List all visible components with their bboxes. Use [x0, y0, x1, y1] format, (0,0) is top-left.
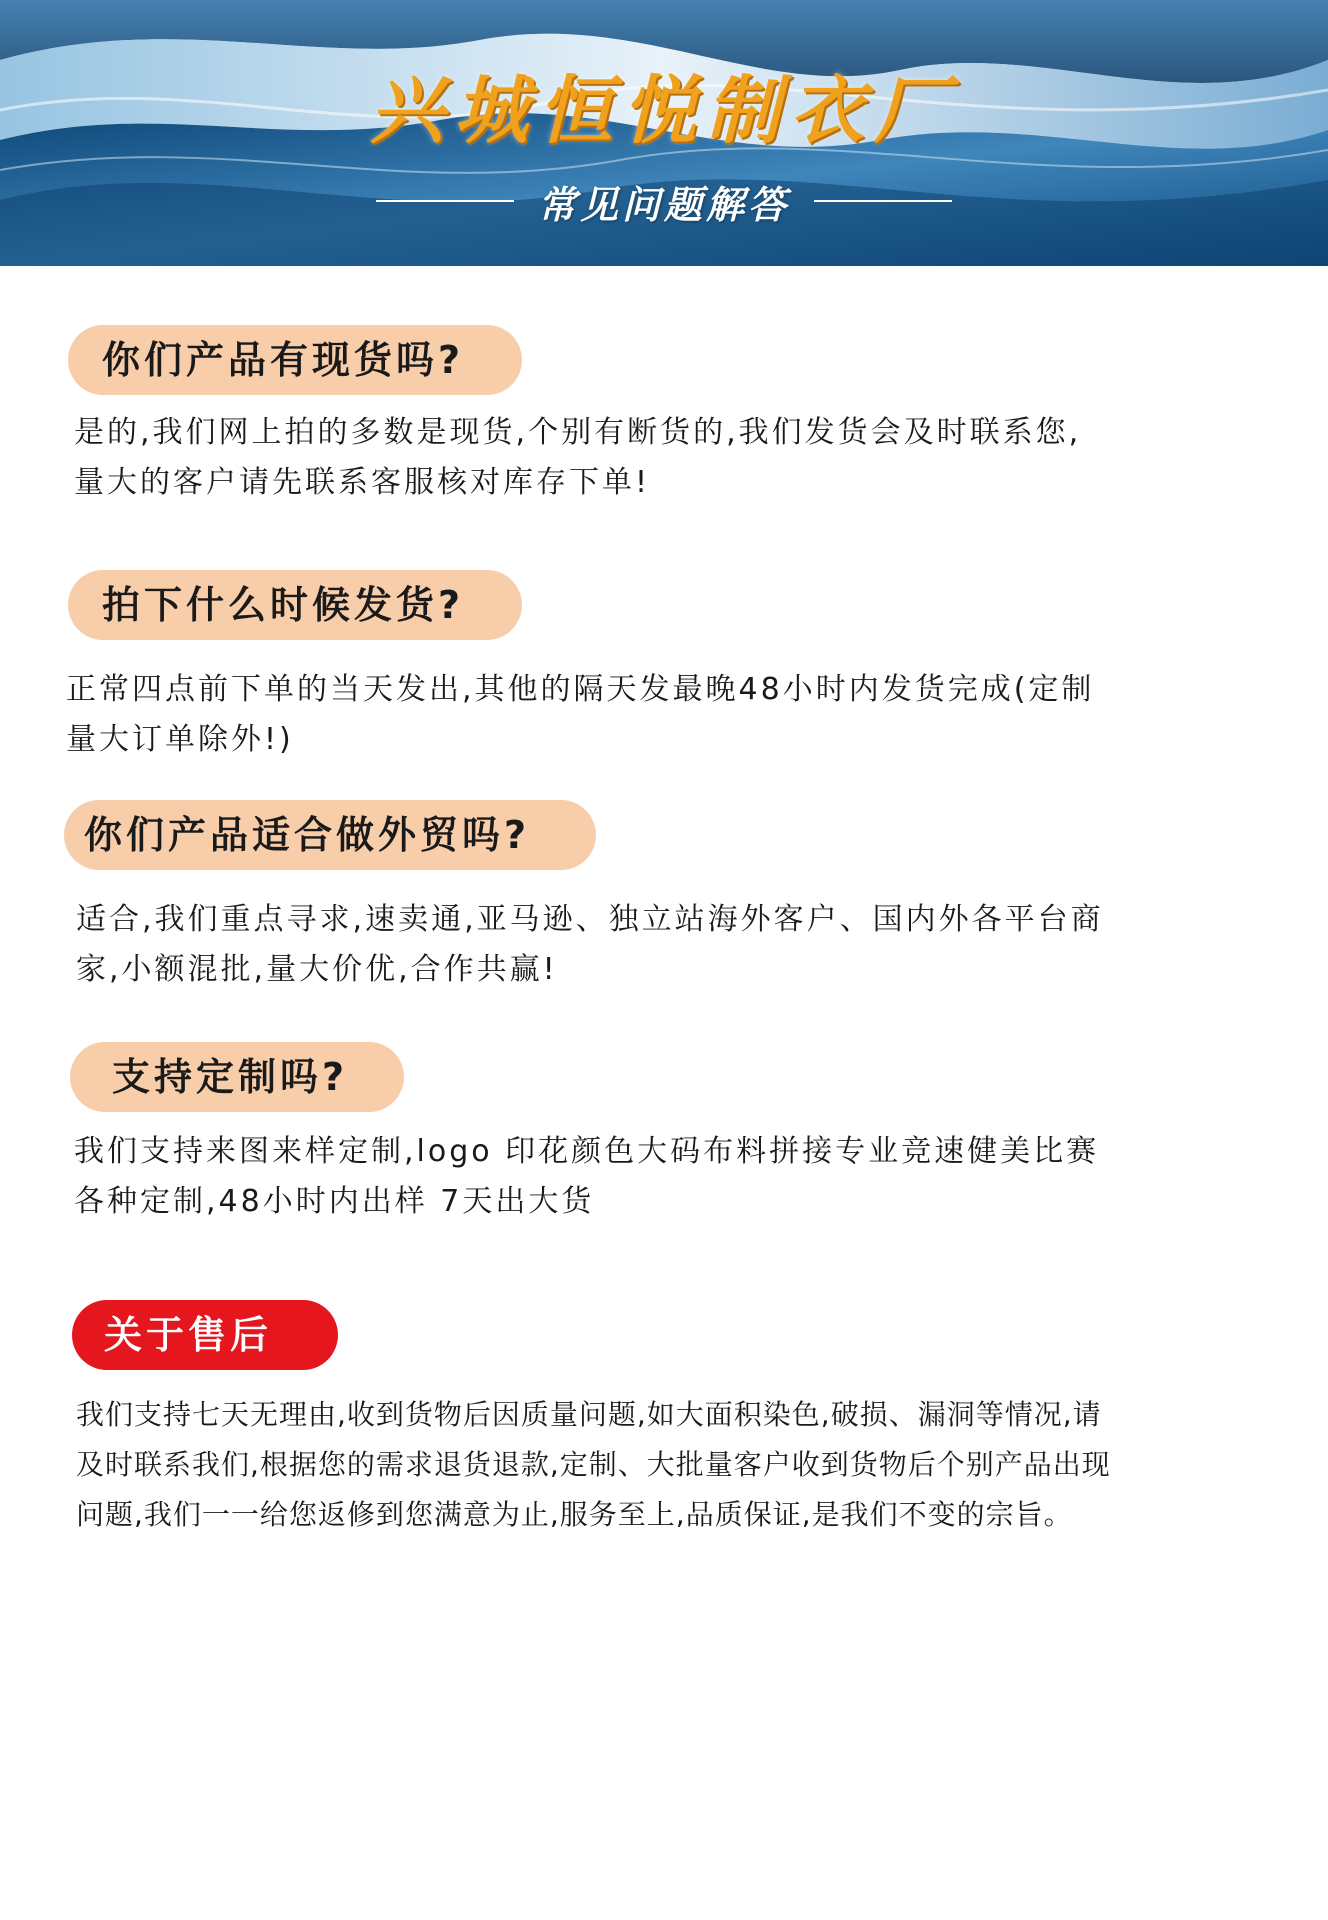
answer-line: 家,小额混批,量大价优,合作共赢! [76, 952, 558, 987]
faq-subtitle: 常见问题解答 [537, 181, 790, 227]
after-sales-text [76, 1390, 1111, 1540]
after-sales-heading: 关于售后 [72, 1300, 338, 1370]
faq-answer-export [76, 895, 1104, 995]
answer-line: 是的,我们网上拍的多数是现货,个别有断货的,我们发货会及时联系您, [74, 415, 1082, 450]
answer-line: 适合,我们重点寻求,速卖通,亚马逊、独立站海外客户、国内外各平台商 [76, 902, 1104, 937]
after-sales-line: 我们支持七天无理由,收到货物后因质量问题,如大面积染色,破损、漏洞等情况,请 [76, 1398, 1102, 1431]
subtitle-row [0, 176, 1328, 226]
faq-question-custom: 支持定制吗? [70, 1042, 404, 1112]
faq-answer-custom [74, 1127, 1099, 1227]
company-title: 兴城恒悦制衣厂 [370, 68, 958, 154]
faq-question-export: 你们产品适合做外贸吗? [64, 800, 596, 870]
after-sales-line: 及时联系我们,根据您的需求退货退款,定制、大批量客户收到货物后个别产品出现 [76, 1448, 1111, 1481]
faq-answer-shipping [66, 665, 1094, 765]
header-banner [0, 0, 1328, 266]
faq-answer-stock [74, 408, 1081, 508]
after-sales-line: 问题,我们一一给您返修到您满意为止,服务至上,品质保证,是我们不变的宗旨。 [76, 1498, 1073, 1531]
faq-question-shipping: 拍下什么时候发货? [68, 570, 522, 640]
faq-question-stock: 你们产品有现货吗? [68, 325, 522, 395]
answer-line: 我们支持来图来样定制,logo 印花颜色大码布料拼接专业竞速健美比赛 [74, 1134, 1100, 1169]
answer-line: 各种定制,48小时内出样 7天出大货 [74, 1184, 595, 1219]
subtitle-divider-left [376, 200, 514, 202]
answer-line: 正常四点前下单的当天发出,其他的隔天发最晚48小时内发货完成(定制 [66, 672, 1095, 707]
answer-line: 量大订单除外!) [66, 722, 294, 757]
answer-line: 量大的客户请先联系客服核对库存下单! [74, 465, 651, 500]
subtitle-divider-right [814, 200, 952, 202]
